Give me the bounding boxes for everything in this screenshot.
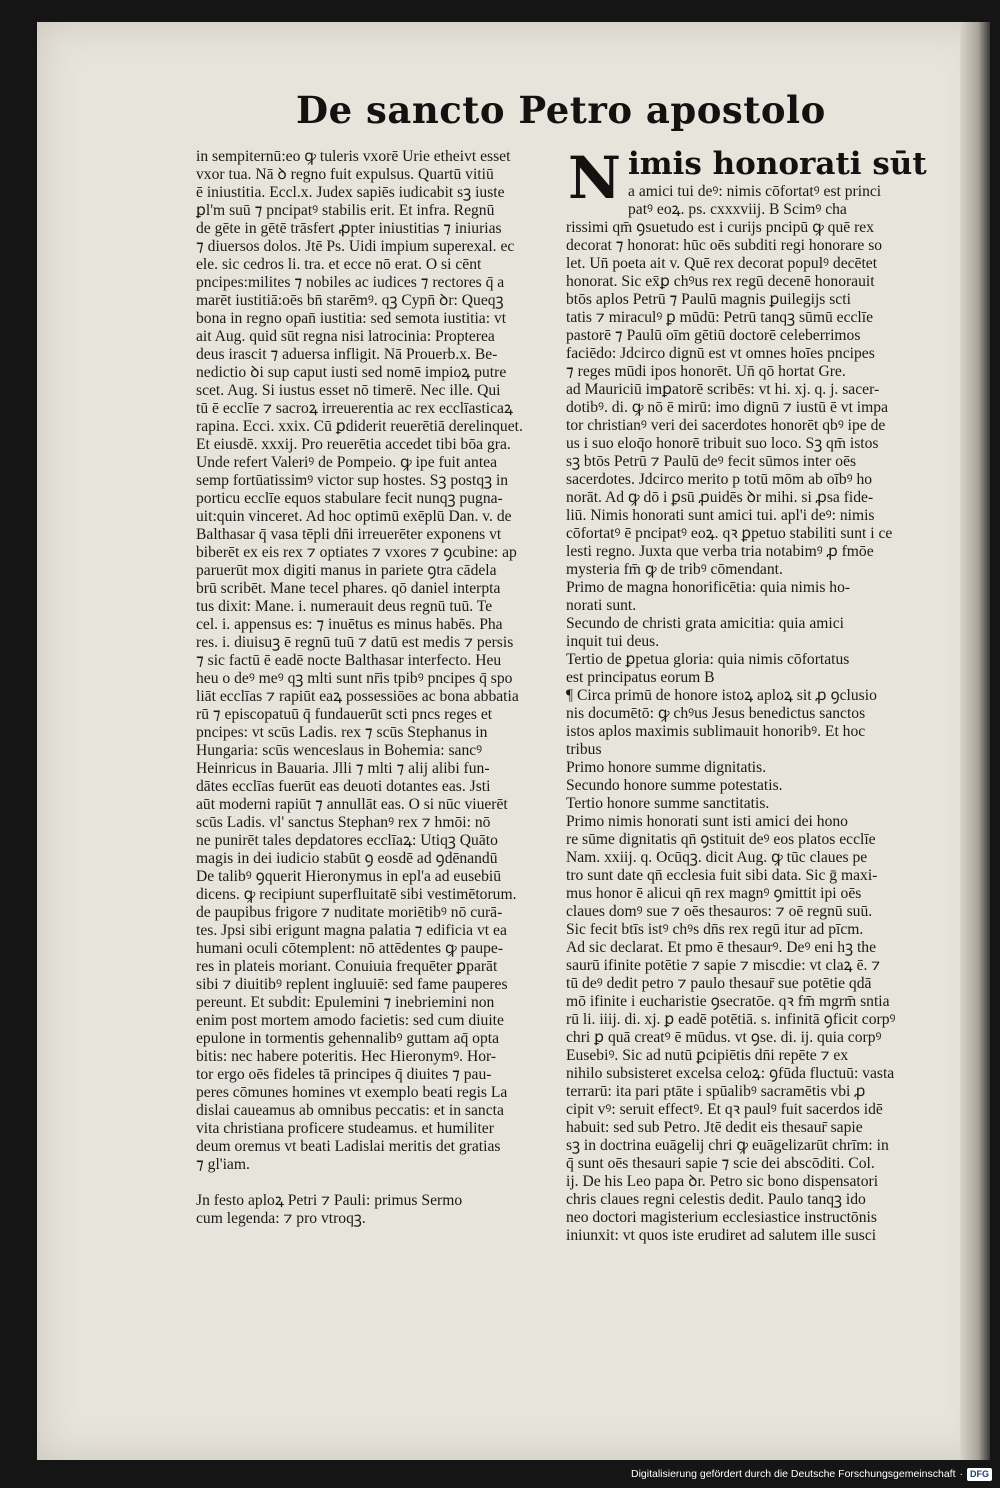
text-line: epulone in tormentis gehennalibꝰ guttam aq̄ opta bbox=[196, 1030, 500, 1047]
text-line: de gēte in gētē trāsfert ꝓpter iniustitias ⁊ iniurias bbox=[196, 220, 502, 237]
text-line bbox=[196, 1174, 566, 1192]
text-line: Unde refert Valeriꝰ de Pompeio. ꝙ ipe fuit antea bbox=[196, 454, 497, 471]
text-line: tatis ⁊ miraculꝰ ꝑ mūdū: Petrū tanqꝫ sūmū ecclīe bbox=[566, 309, 873, 326]
drop-initial: N bbox=[568, 144, 622, 212]
text-line: vita christiana proficere studeamus. et humiliter bbox=[196, 1120, 494, 1137]
text-line: iniunxit: vt quos iste erudiret ad salutem ille susci bbox=[566, 1227, 877, 1244]
text-line: scūs Ladis. vl' sanctus Stephanꝰ rex ⁊ hmōi: nō bbox=[196, 814, 491, 831]
text-line: pncipes:milites ⁊ nobiles ac iudices ⁊ rectores q̄ a bbox=[196, 274, 505, 291]
text-line: peres cōmunes homines vt exemplo beati regis La bbox=[196, 1084, 508, 1101]
text-line: mus honor ē alicui qn̄ rex magnꝰ ꝯmittit ipi oēs bbox=[566, 885, 862, 902]
text-line: sꝫ in doctrina euāgelij chri ꝙ euāgelizarūt chrīm: in bbox=[566, 1137, 889, 1154]
text-line: ad Mauriciū imꝑatorē scribēs: vt hi. xj. q. j. sacer- bbox=[566, 381, 880, 398]
text-line: liū. Nimis honorati sunt amici tui. apl'i deꝰ: nimis bbox=[566, 507, 875, 524]
text-line: rū ⁊ episcopatuū q̄ fundauerūt scti pncs reges et bbox=[196, 706, 493, 723]
text-line: ⁊ diuersos dolos. Jtē Ps. Uidi impium superexal. ec bbox=[196, 238, 515, 255]
text-line: scet. Aug. Si iustus esset nō timerē. Nec ille. Qui bbox=[196, 382, 501, 399]
text-line: claues domꝰ sue ⁊ oēs thesauros: ⁊ oē regnū suū. bbox=[566, 903, 873, 920]
text-line: bona in regno opan̄ iustitia: sed semota iustitia: vt bbox=[196, 310, 507, 327]
text-line: cipit vꝰ: seruit effectꝰ. Et qꝛ paulꝰ fuit sacerdos idē bbox=[566, 1101, 883, 1118]
text-line: Jn festo aploꝝ Petri ⁊ Pauli: primus Sermo bbox=[196, 1192, 463, 1209]
text-line: deum oremus vt beati Ladislai meritis det gratias bbox=[196, 1138, 501, 1155]
text-line: pncipes: vt scūs Ladis. rex ⁊ scūs Stephanus in bbox=[196, 724, 488, 741]
text-line: Sic fecit btīs istꝰ chꝰs dn̄s rex regū itur ad pīcm. bbox=[566, 921, 864, 938]
text-line: ait Aug. quid sūt regna nisi latrocinia: Propterea bbox=[196, 328, 495, 345]
text-line: Tertio de ꝑpetua gloria: quia nimis cōfortatus bbox=[566, 651, 850, 668]
text-line: Et eiusdē. xxxij. Pro reuerētia accedet tibi bōa gra. bbox=[196, 436, 511, 453]
text-line: tro sunt date qn̄ ecclesia fuit sibi data. Sic ḡ maxi- bbox=[566, 867, 878, 884]
text-line: semp fortūatissimꝰ victor sup hostes. Sꝫ postqꝫ in bbox=[196, 472, 509, 489]
text-line: dislai caueamus ab omnibus peccatis: et in sancta bbox=[196, 1102, 504, 1119]
text-line: ⁊ gl'iam. bbox=[196, 1156, 250, 1173]
text-line: chri ꝑ quā creatꝰ ē mūdus. vt ꝯse. di. ij. quia corpꝰ bbox=[566, 1029, 882, 1046]
text-line: chris claues regni celestis dedit. Paulo tanqꝫ ido bbox=[566, 1191, 866, 1208]
text-line: Primo de magna honorificētia: quia nimis ho- bbox=[566, 579, 851, 596]
text-line: habuit: sed sub Petro. Jtē dedit eis thesaur̄ sapie bbox=[566, 1119, 863, 1136]
text-line: tū deꝰ dedit petro ⁊ paulo thesaur̄ sue potētie qdā bbox=[566, 975, 872, 992]
text-line: cōfortatꝰ ē pncipatꝰ eoꝝ. qꝛ ꝑpetuo stabiliti sunt i ce bbox=[566, 525, 893, 542]
text-line: dātes ecclīas fuerūt eas deuoti dotantes eas. Jsti bbox=[196, 778, 491, 795]
text-line: Nam. xxiij. q. Ocūqꝫ. dicit Aug. ꝙ tūc claues pe bbox=[566, 849, 868, 866]
text-line: Eusebiꝰ. Sic ad nutū ꝑcipiētis dn̄i repēte ⁊ ex bbox=[566, 1047, 849, 1064]
footer-credit: Digitalisierung gefördert durch die Deutsche Forschungsgemeinschaft bbox=[630, 1468, 956, 1480]
text-line: us i suo eloq̄o honorē tribuit suo loco. Sꝫ qm̄ istos bbox=[566, 435, 879, 452]
text-line: neo doctori magisterium ecclesiastice instructōnis bbox=[566, 1209, 877, 1226]
text-line: a amici tui deꝰ: nimis cōfortatꝰ est princi bbox=[628, 183, 882, 200]
text-line: sꝫ btōs Petrū ⁊ Paulū deꝰ fecit sūmos inter oēs bbox=[566, 453, 857, 470]
text-line: aūt moderni rapiūt ⁊ annullāt eas. O si nūc viuerēt bbox=[196, 796, 508, 813]
footer: Digitalisierung gefördert durch die Deutsche Forschungsgemeinschaft · DFG bbox=[631, 1466, 992, 1482]
text-line: tes. Jpsi sibi erigunt magna palatia ⁊ edificia vt ea bbox=[196, 922, 507, 939]
text-line: porticu ecclīe equos stabulare fecit nunqꝫ pugna- bbox=[196, 490, 503, 507]
text-line: cel. i. appensus es: ⁊ inuētus es minus habēs. Pha bbox=[196, 616, 503, 633]
text-line: marēt iustitiā:oēs bn̄ starēmꝰ. qꝫ Cypn̄ ꝺr: Queqꝫ bbox=[196, 292, 504, 309]
text-line: tus dixit: Mane. i. numerauit deus regnū tuū. Te bbox=[196, 598, 493, 615]
text-line: heu o deꝰ meꝰ qꝫ mlti sunt nr̄is tpibꝰ pncipes q̄ spo bbox=[196, 670, 513, 687]
text-line: Primo honore summe dignitatis. bbox=[566, 759, 767, 776]
text-line: dicens. ꝙ recipiunt superfluitatē sibi vestimētorum. bbox=[196, 886, 517, 903]
text-line: istos aplos maximis sublimauit honoribꝰ. Et hoc bbox=[566, 723, 866, 740]
text-line: vxor tua. Nā ꝺ regno fuit expulsus. Quartū vitiū bbox=[196, 166, 494, 183]
text-line: de paupibus frigore ⁊ nuditate moriētibꝰ nō curā- bbox=[196, 904, 503, 921]
text-line: cum legenda: ⁊ pro vtroqꝫ. bbox=[196, 1210, 366, 1227]
text-line: magis in dei iudicio stabūt ꝯ eosdē ad ꝯdēnandū bbox=[196, 850, 498, 867]
text-line: Tertio honore summe sanctitatis. bbox=[566, 795, 770, 812]
text-line: decorat ⁊ honorat: hūc oēs subditi regi honorare so bbox=[566, 237, 883, 254]
text-line: Balthasar q̄ vasa tēpli dn̄i irreuerēter exponens vt bbox=[196, 526, 502, 543]
text-line: humani oculi cōtemplent: nō attēdentes ꝙ paupe- bbox=[196, 940, 504, 957]
text-line: uit:quin vinceret. Ad hoc optimū exēplū Dan. v. de bbox=[196, 508, 512, 525]
text-line: nis documētō: ꝙ chꝰus Jesus benedictus sanctos bbox=[566, 705, 866, 722]
text-line: lesti regno. Juxta que verba tria notabimꝰ ꝓ fmōe bbox=[566, 543, 874, 560]
text-line: btōs aplos Petrū ⁊ Paulū magnis ꝑuilegijs scti bbox=[566, 291, 851, 308]
text-line: dotibꝰ. di. ꝙ nō ē mirū: imo dignū ⁊ iustū ē vt impa bbox=[566, 399, 888, 416]
text-line: ele. sic cedros li. tra. et ecce nō erat. O si cēnt bbox=[196, 256, 482, 273]
text-line: brū scribēt. Mane tecel phares. qō daniel interpta bbox=[196, 580, 501, 597]
text-line: honorat. Sic ex̄ꝑ chꝰus rex regū decenē honorauit bbox=[566, 273, 875, 290]
text-line: inquit tui deus. bbox=[566, 633, 660, 650]
text-line: Ad sic declarat. Et pmo ē thesaurꝰ. Deꝰ eni hꝫ the bbox=[566, 939, 876, 956]
text-line: patꝰ eoꝝ. ps. cxxxviij. B Scimꝰ cha bbox=[628, 201, 847, 218]
text-line: ꝑl'm suū ⁊ pncipatꝰ stabilis erit. Et infra. Regnū bbox=[196, 202, 495, 219]
text-line: sibi ⁊ diuitibꝰ replent ingluuiē: sed fame pauperes bbox=[196, 976, 508, 993]
text-line: res. i. diuisuꝫ ē regnū tuū ⁊ datū est medis ⁊ persis bbox=[196, 634, 514, 651]
text-line: paruerūt mox digiti manus in pariete ꝯtra cādela bbox=[196, 562, 497, 579]
text-line: let. Un̄ poeta ait v. Quē rex decorat populꝰ decētet bbox=[566, 255, 878, 272]
text-line: pastorē ⁊ Paulū oīm gētiū doctorē celeberrimos bbox=[566, 327, 861, 344]
text-line: Heinricus in Bauaria. Jlli ⁊ mlti ⁊ alij alibi fun- bbox=[196, 760, 490, 777]
text-line: tor christianꝰ veri dei sacerdotes honorēt qbꝰ ipe de bbox=[566, 417, 886, 434]
text-line: terrarū: ita pari ptāte i spūalibꝰ sacramētis vbi ꝓ bbox=[566, 1083, 866, 1100]
text-line: pereunt. Et subdit: Epulemini ⁊ inebriemini non bbox=[196, 994, 495, 1011]
text-line: norāt. Ad ꝙ dō i ꝑsū ꝓuidēs ꝺr mihi. si ꝓsa fide- bbox=[566, 489, 874, 506]
text-line: enim post mortem amodo facietis: sed cum diuite bbox=[196, 1012, 504, 1029]
text-line: tribus bbox=[566, 741, 602, 758]
text-line: ē iniustitia. Eccl.x. Judex sapiēs iudicabit sꝫ iuste bbox=[196, 184, 505, 201]
text-line: deus irascit ⁊ aduersa infligit. Nā Prouerb.x. Be- bbox=[196, 346, 498, 363]
text-line: nihilo subsisteret excelsa celoꝝ: ꝯfūda fluctuū: vasta bbox=[566, 1065, 895, 1082]
text-line: nedictio ꝺi sup caput iusti sed nomē impioꝝ putre bbox=[196, 364, 507, 381]
text-line: rapina. Ecci. xxix. Cū ꝑdiderit reuerētiā derelinquet. bbox=[196, 418, 523, 435]
text-line: est principatus eorum B bbox=[566, 669, 715, 686]
text-line: faciēdo: Jdcirco dignū est vt omnes hoīes pncipes bbox=[566, 345, 875, 362]
text-line: sacerdotes. Jdcirco merito p totū mōm ab oībꝰ ho bbox=[566, 471, 873, 488]
text-line: saurū ifinite potētie ⁊ sapie ⁊ miscdie: vt claꝝ ē. ⁊ bbox=[566, 957, 881, 974]
text-line: tū ē ecclīe ⁊ sacroꝝ irreuerentia ac rex ecclīasticaꝝ bbox=[196, 400, 513, 417]
text-line: Secundo honore summe potestatis. bbox=[566, 777, 783, 794]
text-line: tor ergo oēs fideles tā principes q̄ diuites ⁊ pau- bbox=[196, 1066, 492, 1083]
text-line: biberēt ex eis rex ⁊ optiates ⁊ vxores ⁊ ꝯcubine: ap bbox=[196, 544, 517, 561]
text-line: Secundo de christi grata amicitia: quia amici bbox=[566, 615, 844, 632]
text-line: ⁊ sic factū ē eadē nocte Balthasar interfecto. Heu bbox=[196, 652, 502, 669]
page-edge bbox=[960, 22, 990, 1460]
text-line: re sūme dignitatis qn̄ ꝯstituit deꝰ eos platos ecclīe bbox=[566, 831, 876, 848]
running-title: De sancto Petro apostolo bbox=[296, 88, 826, 132]
text-line: rissimi qm̄ ꝯsuetudo est i curijs pncipū ꝙ quē rex bbox=[566, 219, 875, 236]
text-line: De talibꝰ ꝯquerit Hieronymus in epl'a ad eusebiū bbox=[196, 868, 502, 885]
sermon-heading: imis honorati sūt bbox=[628, 146, 927, 182]
text-line: ij. De his Leo papa ꝺr. Petro sic bono dispensatori bbox=[566, 1173, 879, 1190]
text-line: Primo nimis honorati sunt isti amici dei hono bbox=[566, 813, 848, 830]
dfg-logo: DFG bbox=[967, 1468, 992, 1481]
text-line: norati sunt. bbox=[566, 597, 637, 614]
text-line: ¶ Circa primū de honore istoꝝ aploꝝ sit ꝓ ꝯclusio bbox=[566, 687, 877, 704]
text-line: rū li. iiij. di. xj. ꝑ eadē potētiā. s. infinitā ꝯficit corpꝰ bbox=[566, 1011, 896, 1028]
right-column bbox=[566, 145, 931, 1245]
text-line: q̄ sunt oēs thesauri sapie ⁊ scie dei abscōditi. Col. bbox=[566, 1155, 875, 1172]
text-line: Hungaria: scūs wenceslaus in Bohemia: sancꝰ bbox=[196, 742, 483, 759]
text-line: mō ifinite i eucharistie ꝯsecratōe. qꝛ fm̄ mgrm̄ sntia bbox=[566, 993, 890, 1010]
text-line: ne punirēt tales depdatores ecclīaꝝ: Utiqꝫ Quāto bbox=[196, 832, 498, 849]
text-line: ⁊ reges mūdi ipos honorēt. Un̄ qō hortat Gre. bbox=[566, 363, 846, 380]
text-line: in sempiternū:eo ꝙ tuleris vxorē Urie etheivt esset bbox=[196, 148, 511, 165]
text-line: liāt ecclīas ⁊ rapiūt eaꝝ possessiōes ac bona abbatia bbox=[196, 688, 519, 705]
left-column bbox=[196, 148, 566, 1228]
text-line: res in plateis moriant. Conuiuia frequēter ꝑparāt bbox=[196, 958, 498, 975]
text-line: mysteria fm̄ ꝙ de tribꝰ cōmendant. bbox=[566, 561, 783, 578]
text-line: bitis: nec habere poteritis. Hec Hieronymꝰ. Hor- bbox=[196, 1048, 497, 1065]
